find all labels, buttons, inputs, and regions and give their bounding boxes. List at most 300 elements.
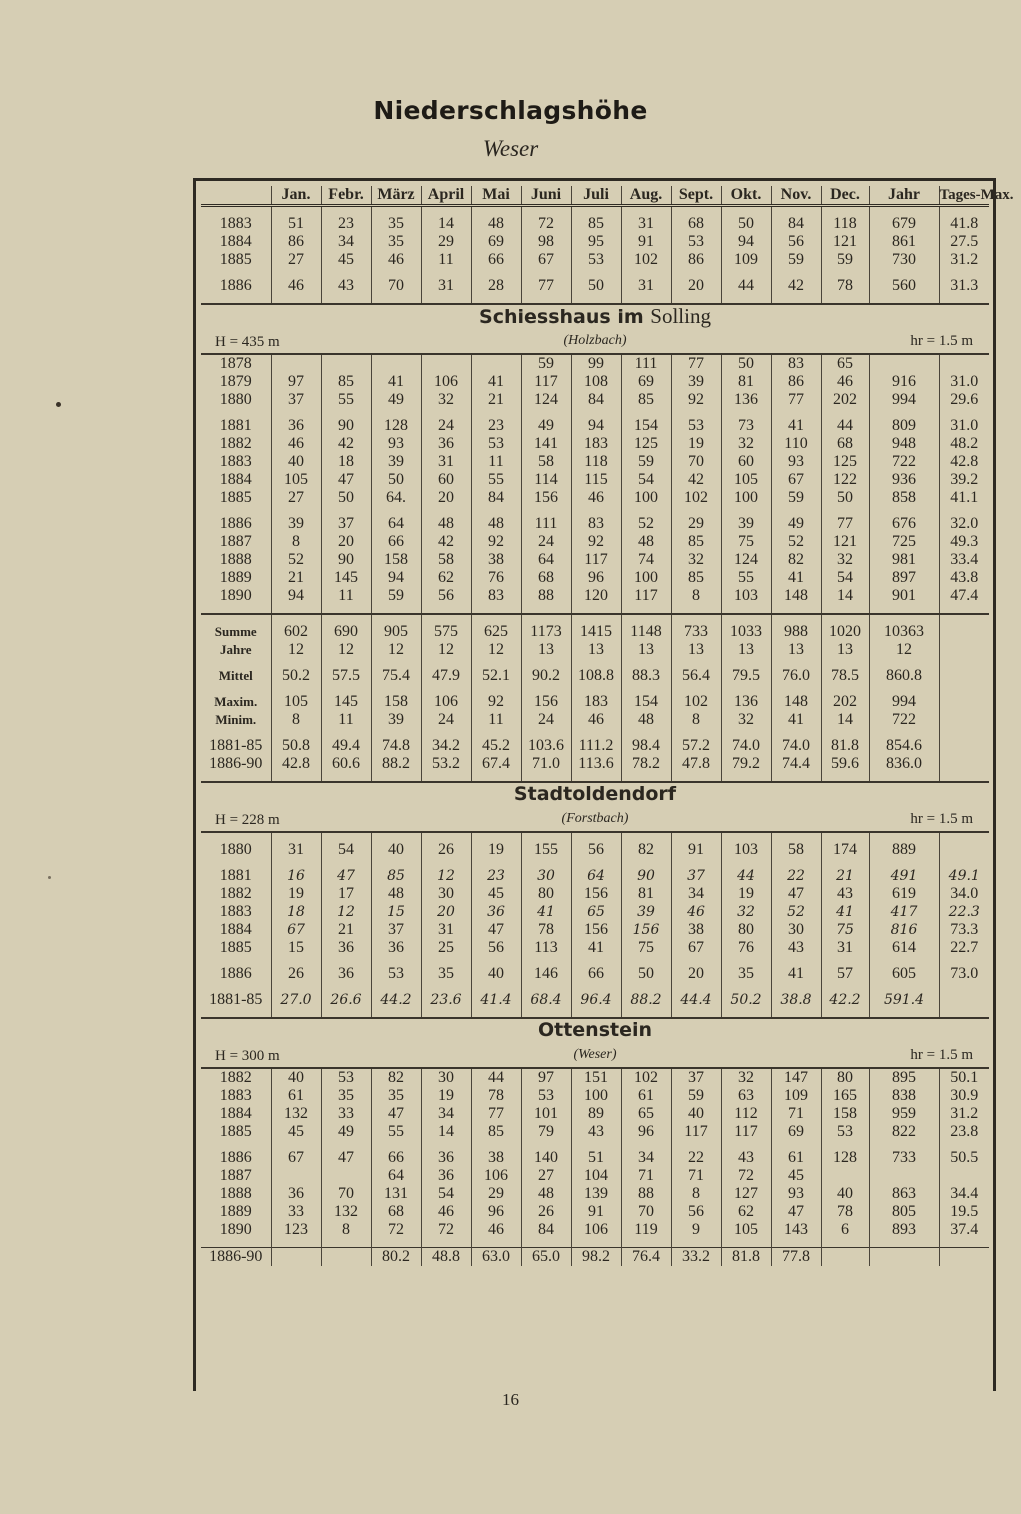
spacer-cell bbox=[271, 957, 321, 965]
month-value-cell: 23 bbox=[471, 867, 521, 885]
spacer-cell bbox=[421, 507, 471, 515]
year-total-cell: 897 bbox=[869, 569, 939, 587]
spacer-cell bbox=[771, 832, 821, 841]
month-value-cell: 81.8 bbox=[721, 1248, 771, 1267]
stat-label: Minim. bbox=[215, 712, 257, 727]
month-value-cell: 91 bbox=[671, 841, 721, 859]
col-header-feb: Febr. bbox=[321, 186, 371, 206]
month-value-cell: 48 bbox=[421, 515, 471, 533]
month-value-cell: 80.2 bbox=[371, 1248, 421, 1267]
month-value-cell: 84 bbox=[471, 489, 521, 507]
spacer-cell bbox=[521, 206, 571, 216]
year-total-cell: 895 bbox=[869, 1068, 939, 1087]
spacer-cell bbox=[771, 507, 821, 515]
month-value-cell: 56 bbox=[671, 1203, 721, 1221]
month-value-cell: 96.4 bbox=[571, 991, 621, 1009]
table-row bbox=[201, 841, 989, 859]
year-cell: 1882 bbox=[219, 435, 252, 452]
month-value-cell: 60 bbox=[721, 453, 771, 471]
spacer-cell bbox=[471, 859, 521, 867]
col-header-dec: Dec. bbox=[821, 186, 869, 206]
month-value-cell: 76.4 bbox=[621, 1248, 671, 1267]
year-header bbox=[201, 186, 271, 206]
month-value-cell: 158 bbox=[371, 551, 421, 569]
daily-max-cell: 29.6 bbox=[939, 391, 989, 409]
month-value-cell: 63.0 bbox=[471, 1248, 521, 1267]
month-value-cell: 143 bbox=[771, 1221, 821, 1239]
spacer-cell bbox=[771, 1239, 821, 1248]
month-value-cell: 124 bbox=[521, 391, 571, 409]
daily-max-cell: 47.4 bbox=[939, 587, 989, 605]
spacer-cell bbox=[721, 269, 771, 277]
spacer-row bbox=[201, 507, 989, 515]
month-value-cell: 13 bbox=[821, 641, 869, 659]
month-value-cell: 26 bbox=[421, 841, 471, 859]
spacer-cell bbox=[321, 206, 371, 216]
month-value-cell: 80 bbox=[521, 885, 571, 903]
month-value-cell: 11 bbox=[421, 251, 471, 269]
spacer-cell bbox=[421, 1009, 471, 1018]
spacer-cell bbox=[371, 507, 421, 515]
month-value-cell: 85 bbox=[621, 391, 671, 409]
month-value-cell: 46 bbox=[371, 251, 421, 269]
month-value-cell: 67.4 bbox=[471, 755, 521, 773]
year-cell: 1882 bbox=[219, 1069, 252, 1086]
spacer-cell bbox=[621, 269, 671, 277]
daily-max-cell: 31.0 bbox=[939, 417, 989, 435]
table-row bbox=[201, 1087, 989, 1105]
spacer-cell bbox=[471, 206, 521, 216]
spacer-cell bbox=[421, 859, 471, 867]
spacer-cell bbox=[421, 729, 471, 737]
year-cell: 1889 bbox=[219, 569, 252, 586]
spacer-cell bbox=[321, 983, 371, 991]
daily-max-cell: 48.2 bbox=[939, 435, 989, 453]
spacer-cell bbox=[471, 832, 521, 841]
spacer-cell bbox=[521, 605, 571, 614]
month-value-cell: 43 bbox=[321, 277, 371, 295]
year-total-cell: 619 bbox=[869, 885, 939, 903]
month-value-cell: 44 bbox=[721, 277, 771, 295]
col-header-jan: Jan. bbox=[271, 186, 321, 206]
spacer-cell bbox=[571, 832, 621, 841]
spacer-cell bbox=[671, 729, 721, 737]
year-cell: 1889 bbox=[219, 1203, 252, 1220]
col-header-mar: März bbox=[371, 186, 421, 206]
table-row bbox=[201, 903, 989, 921]
month-value-cell: 34 bbox=[671, 885, 721, 903]
spacer-cell bbox=[371, 614, 421, 623]
daily-max-cell: 73.0 bbox=[939, 965, 989, 983]
year-total-cell: 994 bbox=[869, 693, 939, 711]
month-value-cell: 93 bbox=[771, 1185, 821, 1203]
month-value-cell: 103.6 bbox=[521, 737, 571, 755]
station-name bbox=[201, 1021, 989, 1039]
month-value-cell: 82 bbox=[371, 1068, 421, 1087]
month-value-cell: 128 bbox=[821, 1149, 869, 1167]
month-value-cell: 131 bbox=[371, 1185, 421, 1203]
table-row bbox=[201, 215, 989, 233]
year-total-cell: 916 bbox=[869, 373, 939, 391]
month-value-cell: 36 bbox=[421, 1149, 471, 1167]
month-value-cell: 602 bbox=[271, 623, 321, 641]
month-value-cell: 46 bbox=[421, 1203, 471, 1221]
month-value-cell: 62 bbox=[421, 569, 471, 587]
month-value-cell: 38 bbox=[671, 921, 721, 939]
daily-max-cell: 27.5 bbox=[939, 233, 989, 251]
month-value-cell: 12 bbox=[271, 641, 321, 659]
spacer-cell bbox=[471, 983, 521, 991]
daily-max-cell bbox=[939, 623, 989, 641]
table-row bbox=[201, 1185, 989, 1203]
month-value-cell: 39 bbox=[671, 373, 721, 391]
spacer-cell bbox=[201, 773, 271, 782]
spacer-cell bbox=[521, 832, 571, 841]
spacer-cell bbox=[321, 859, 371, 867]
stat-label: Jahre bbox=[219, 642, 252, 657]
daily-max-cell: 49.1 bbox=[939, 867, 989, 885]
spacer-cell bbox=[421, 659, 471, 667]
month-value-cell: 165 bbox=[821, 1087, 869, 1105]
month-value-cell: 45 bbox=[321, 251, 371, 269]
month-value-cell: 39 bbox=[371, 711, 421, 729]
station-header bbox=[201, 1019, 989, 1067]
year-cell: 1884 bbox=[219, 1105, 252, 1122]
month-value-cell: 8 bbox=[671, 711, 721, 729]
month-value-cell: 115 bbox=[571, 471, 621, 489]
spacer-cell bbox=[721, 295, 771, 304]
month-value-cell: 86 bbox=[771, 373, 821, 391]
month-value-cell: 25 bbox=[421, 939, 471, 957]
col-header-jul: Juli bbox=[571, 186, 621, 206]
month-value-cell: 52 bbox=[621, 515, 671, 533]
month-value-cell: 60 bbox=[421, 471, 471, 489]
spacer-cell bbox=[771, 1009, 821, 1018]
month-value-cell: 85 bbox=[371, 867, 421, 885]
month-value-cell: 20 bbox=[421, 903, 471, 921]
year-total-cell: 417 bbox=[869, 903, 939, 921]
month-value-cell: 67 bbox=[521, 251, 571, 269]
year-total-cell: 722 bbox=[869, 453, 939, 471]
month-value-cell: 65 bbox=[821, 354, 869, 373]
station-header-cell bbox=[201, 304, 989, 354]
month-value-cell: 55 bbox=[371, 1123, 421, 1141]
spacer-cell bbox=[771, 409, 821, 417]
spacer-cell bbox=[321, 773, 371, 782]
month-value-cell: 24 bbox=[421, 711, 471, 729]
spacer-cell bbox=[939, 832, 989, 841]
spacer-cell bbox=[471, 729, 521, 737]
year-cell: 1884 bbox=[219, 233, 252, 250]
daily-max-cell bbox=[939, 991, 989, 1009]
month-value-cell: 156 bbox=[621, 921, 671, 939]
month-value-cell: 90.2 bbox=[521, 667, 571, 685]
year-total-cell bbox=[869, 354, 939, 373]
month-value-cell: 12 bbox=[421, 867, 471, 885]
month-value-cell: 30 bbox=[421, 1068, 471, 1087]
month-value-cell: 41 bbox=[471, 373, 521, 391]
month-value-cell: 147 bbox=[771, 1068, 821, 1087]
spacer-cell bbox=[821, 983, 869, 991]
spacer-cell bbox=[671, 507, 721, 515]
spacer-row bbox=[201, 832, 989, 841]
month-value-cell: 36 bbox=[271, 417, 321, 435]
month-value-cell: 49 bbox=[521, 417, 571, 435]
spacer-cell bbox=[821, 614, 869, 623]
spacer-cell bbox=[721, 614, 771, 623]
month-value-cell: 34.2 bbox=[421, 737, 471, 755]
month-value-cell: 54 bbox=[321, 841, 371, 859]
month-value-cell: 65.0 bbox=[521, 1248, 571, 1267]
month-value-cell: 33 bbox=[321, 1105, 371, 1123]
year-cell: 1890 bbox=[219, 587, 252, 604]
table-row bbox=[201, 471, 989, 489]
spacer-cell bbox=[571, 859, 621, 867]
month-value-cell: 84 bbox=[771, 215, 821, 233]
month-value-cell: 56 bbox=[771, 233, 821, 251]
month-value-cell: 50.2 bbox=[271, 667, 321, 685]
spacer-cell bbox=[621, 729, 671, 737]
spacer-cell bbox=[571, 269, 621, 277]
spacer-cell bbox=[771, 295, 821, 304]
month-value-cell: 96 bbox=[621, 1123, 671, 1141]
spacer-cell bbox=[571, 685, 621, 693]
year-total-cell: 959 bbox=[869, 1105, 939, 1123]
year-cell: 1885 bbox=[219, 251, 252, 268]
month-value-cell: 52 bbox=[271, 551, 321, 569]
month-value-cell: 51 bbox=[571, 1149, 621, 1167]
year-cell: 1883 bbox=[219, 453, 252, 470]
spacer-cell bbox=[521, 409, 571, 417]
month-value-cell: 18 bbox=[271, 903, 321, 921]
year-total-cell: 893 bbox=[869, 1221, 939, 1239]
month-value-cell: 24 bbox=[421, 417, 471, 435]
spacer-row bbox=[201, 605, 989, 614]
month-value-cell: 45 bbox=[271, 1123, 321, 1141]
month-value-cell: 109 bbox=[771, 1087, 821, 1105]
spacer-cell bbox=[721, 729, 771, 737]
month-value-cell: 93 bbox=[771, 453, 821, 471]
spacer-cell bbox=[201, 1239, 271, 1248]
daily-max-cell: 50.1 bbox=[939, 1068, 989, 1087]
month-value-cell: 99 bbox=[571, 354, 621, 373]
month-value-cell: 100 bbox=[721, 489, 771, 507]
spacer-cell bbox=[371, 1141, 421, 1149]
spacer-cell bbox=[421, 1239, 471, 1248]
station-elevation: H = 435 m bbox=[215, 334, 280, 350]
month-value-cell: 41 bbox=[821, 903, 869, 921]
month-value-cell: 56 bbox=[421, 587, 471, 605]
spacer-cell bbox=[621, 685, 671, 693]
month-value-cell: 11 bbox=[321, 587, 371, 605]
month-value-cell: 183 bbox=[571, 435, 621, 453]
month-value-cell: 32 bbox=[421, 391, 471, 409]
month-value-cell: 136 bbox=[721, 391, 771, 409]
spacer-cell bbox=[201, 1009, 271, 1018]
month-value-cell: 35 bbox=[721, 965, 771, 983]
month-value-cell: 55 bbox=[321, 391, 371, 409]
month-value-cell: 46 bbox=[471, 1221, 521, 1239]
table-row bbox=[201, 1203, 989, 1221]
month-value-cell: 69 bbox=[471, 233, 521, 251]
spacer-cell bbox=[201, 507, 271, 515]
year-total-cell: 730 bbox=[869, 251, 939, 269]
daily-max-cell bbox=[939, 841, 989, 859]
spacer-cell bbox=[821, 409, 869, 417]
month-value-cell: 13 bbox=[521, 641, 571, 659]
month-value-cell bbox=[271, 1248, 321, 1267]
year-cell: 1885 bbox=[219, 939, 252, 956]
year-total-cell: 836.0 bbox=[869, 755, 939, 773]
month-value-cell: 83 bbox=[771, 354, 821, 373]
spacer-cell bbox=[471, 1239, 521, 1248]
table-row bbox=[201, 991, 989, 1009]
spacer-cell bbox=[521, 983, 571, 991]
month-value-cell: 156 bbox=[571, 885, 621, 903]
month-value-cell: 85 bbox=[321, 373, 371, 391]
spacer-row bbox=[201, 1239, 989, 1248]
month-value-cell: 70 bbox=[371, 277, 421, 295]
year-total-cell bbox=[869, 1167, 939, 1185]
month-value-cell: 15 bbox=[271, 939, 321, 957]
month-value-cell: 121 bbox=[821, 233, 869, 251]
month-value-cell: 111 bbox=[521, 515, 571, 533]
table-row bbox=[201, 233, 989, 251]
month-value-cell: 90 bbox=[621, 867, 671, 885]
spacer-cell bbox=[201, 295, 271, 304]
spacer-cell bbox=[571, 983, 621, 991]
month-value-cell: 94 bbox=[271, 587, 321, 605]
spacer-cell bbox=[671, 295, 721, 304]
month-value-cell: 20 bbox=[671, 277, 721, 295]
spacer-cell bbox=[771, 729, 821, 737]
month-value-cell: 70 bbox=[321, 1185, 371, 1203]
spacer-cell bbox=[721, 409, 771, 417]
spacer-cell bbox=[471, 605, 521, 614]
month-value-cell: 1173 bbox=[521, 623, 571, 641]
spacer-cell bbox=[939, 1141, 989, 1149]
month-value-cell: 81.8 bbox=[821, 737, 869, 755]
spacer-cell bbox=[371, 832, 421, 841]
month-value-cell: 89 bbox=[571, 1105, 621, 1123]
month-value-cell: 155 bbox=[521, 841, 571, 859]
month-value-cell: 100 bbox=[571, 1087, 621, 1105]
month-value-cell: 32 bbox=[721, 903, 771, 921]
year-cell: 1881 bbox=[219, 417, 252, 434]
year-total-cell: 591.4 bbox=[869, 991, 939, 1009]
table-row bbox=[201, 1221, 989, 1239]
col-header-oct: Okt. bbox=[721, 186, 771, 206]
month-value-cell: 988 bbox=[771, 623, 821, 641]
month-value-cell: 1415 bbox=[571, 623, 621, 641]
month-value-cell: 145 bbox=[321, 693, 371, 711]
month-value-cell: 117 bbox=[571, 551, 621, 569]
month-value-cell: 23 bbox=[471, 417, 521, 435]
month-value-cell: 32 bbox=[721, 435, 771, 453]
month-value-cell: 117 bbox=[721, 1123, 771, 1141]
month-value-cell: 31 bbox=[421, 921, 471, 939]
month-value-cell: 36 bbox=[271, 1185, 321, 1203]
spacer-cell bbox=[671, 983, 721, 991]
spacer-cell bbox=[321, 605, 371, 614]
spacer-cell bbox=[821, 1239, 869, 1248]
spacer-cell bbox=[471, 957, 521, 965]
month-value-cell: 43 bbox=[771, 939, 821, 957]
spacer-cell bbox=[821, 295, 869, 304]
spacer-cell bbox=[421, 409, 471, 417]
month-value-cell: 8 bbox=[671, 1185, 721, 1203]
spacer-cell bbox=[621, 1009, 671, 1018]
spacer-cell bbox=[321, 269, 371, 277]
month-value-cell: 47 bbox=[321, 867, 371, 885]
month-value-cell: 40 bbox=[821, 1185, 869, 1203]
month-value-cell: 26 bbox=[521, 1203, 571, 1221]
spacer-cell bbox=[201, 659, 271, 667]
month-value-cell: 74.8 bbox=[371, 737, 421, 755]
month-value-cell: 29 bbox=[671, 515, 721, 533]
table-row bbox=[201, 1248, 989, 1267]
month-value-cell bbox=[271, 354, 321, 373]
month-value-cell: 14 bbox=[821, 587, 869, 605]
station-elevation: H = 300 m bbox=[215, 1048, 280, 1064]
daily-max-cell bbox=[939, 737, 989, 755]
spacer-cell bbox=[521, 1141, 571, 1149]
spacer-row bbox=[201, 206, 989, 216]
spacer-cell bbox=[371, 685, 421, 693]
month-value-cell: 114 bbox=[521, 471, 571, 489]
year-cell: 1884 bbox=[219, 921, 252, 938]
month-value-cell: 44 bbox=[821, 417, 869, 435]
month-value-cell: 56.4 bbox=[671, 667, 721, 685]
spacer-cell bbox=[821, 957, 869, 965]
month-value-cell: 57.2 bbox=[671, 737, 721, 755]
spacer-cell bbox=[939, 269, 989, 277]
spacer-cell bbox=[671, 773, 721, 782]
month-value-cell: 148 bbox=[771, 587, 821, 605]
spacer-cell bbox=[421, 983, 471, 991]
month-value-cell: 121 bbox=[821, 533, 869, 551]
spacer-cell bbox=[421, 295, 471, 304]
month-value-cell: 72 bbox=[421, 1221, 471, 1239]
month-value-cell: 46 bbox=[671, 903, 721, 921]
daily-max-cell bbox=[939, 667, 989, 685]
spacer-cell bbox=[201, 859, 271, 867]
month-value-cell: 90 bbox=[321, 551, 371, 569]
month-value-cell: 88 bbox=[621, 1185, 671, 1203]
spacer-cell bbox=[571, 614, 621, 623]
spacer-cell bbox=[671, 685, 721, 693]
spacer-cell bbox=[721, 685, 771, 693]
month-value-cell: 94 bbox=[571, 417, 621, 435]
month-value-cell: 43 bbox=[721, 1149, 771, 1167]
year-total-cell: 733 bbox=[869, 1149, 939, 1167]
month-value-cell: 48 bbox=[621, 533, 671, 551]
month-value-cell: 70 bbox=[671, 453, 721, 471]
month-value-cell: 54 bbox=[621, 471, 671, 489]
month-value-cell: 19 bbox=[671, 435, 721, 453]
col-header-may: Mai bbox=[471, 186, 521, 206]
period-label: 1881-85 bbox=[209, 737, 263, 754]
spacer-cell bbox=[821, 859, 869, 867]
spacer-cell bbox=[671, 1141, 721, 1149]
month-value-cell: 53 bbox=[471, 435, 521, 453]
station-river: (Forstbach) bbox=[561, 811, 629, 826]
stat-label: Maxim. bbox=[214, 694, 258, 709]
month-value-cell: 77 bbox=[521, 277, 571, 295]
year-total-cell: 491 bbox=[869, 867, 939, 885]
month-value-cell: 102 bbox=[671, 489, 721, 507]
spacer-cell bbox=[421, 605, 471, 614]
